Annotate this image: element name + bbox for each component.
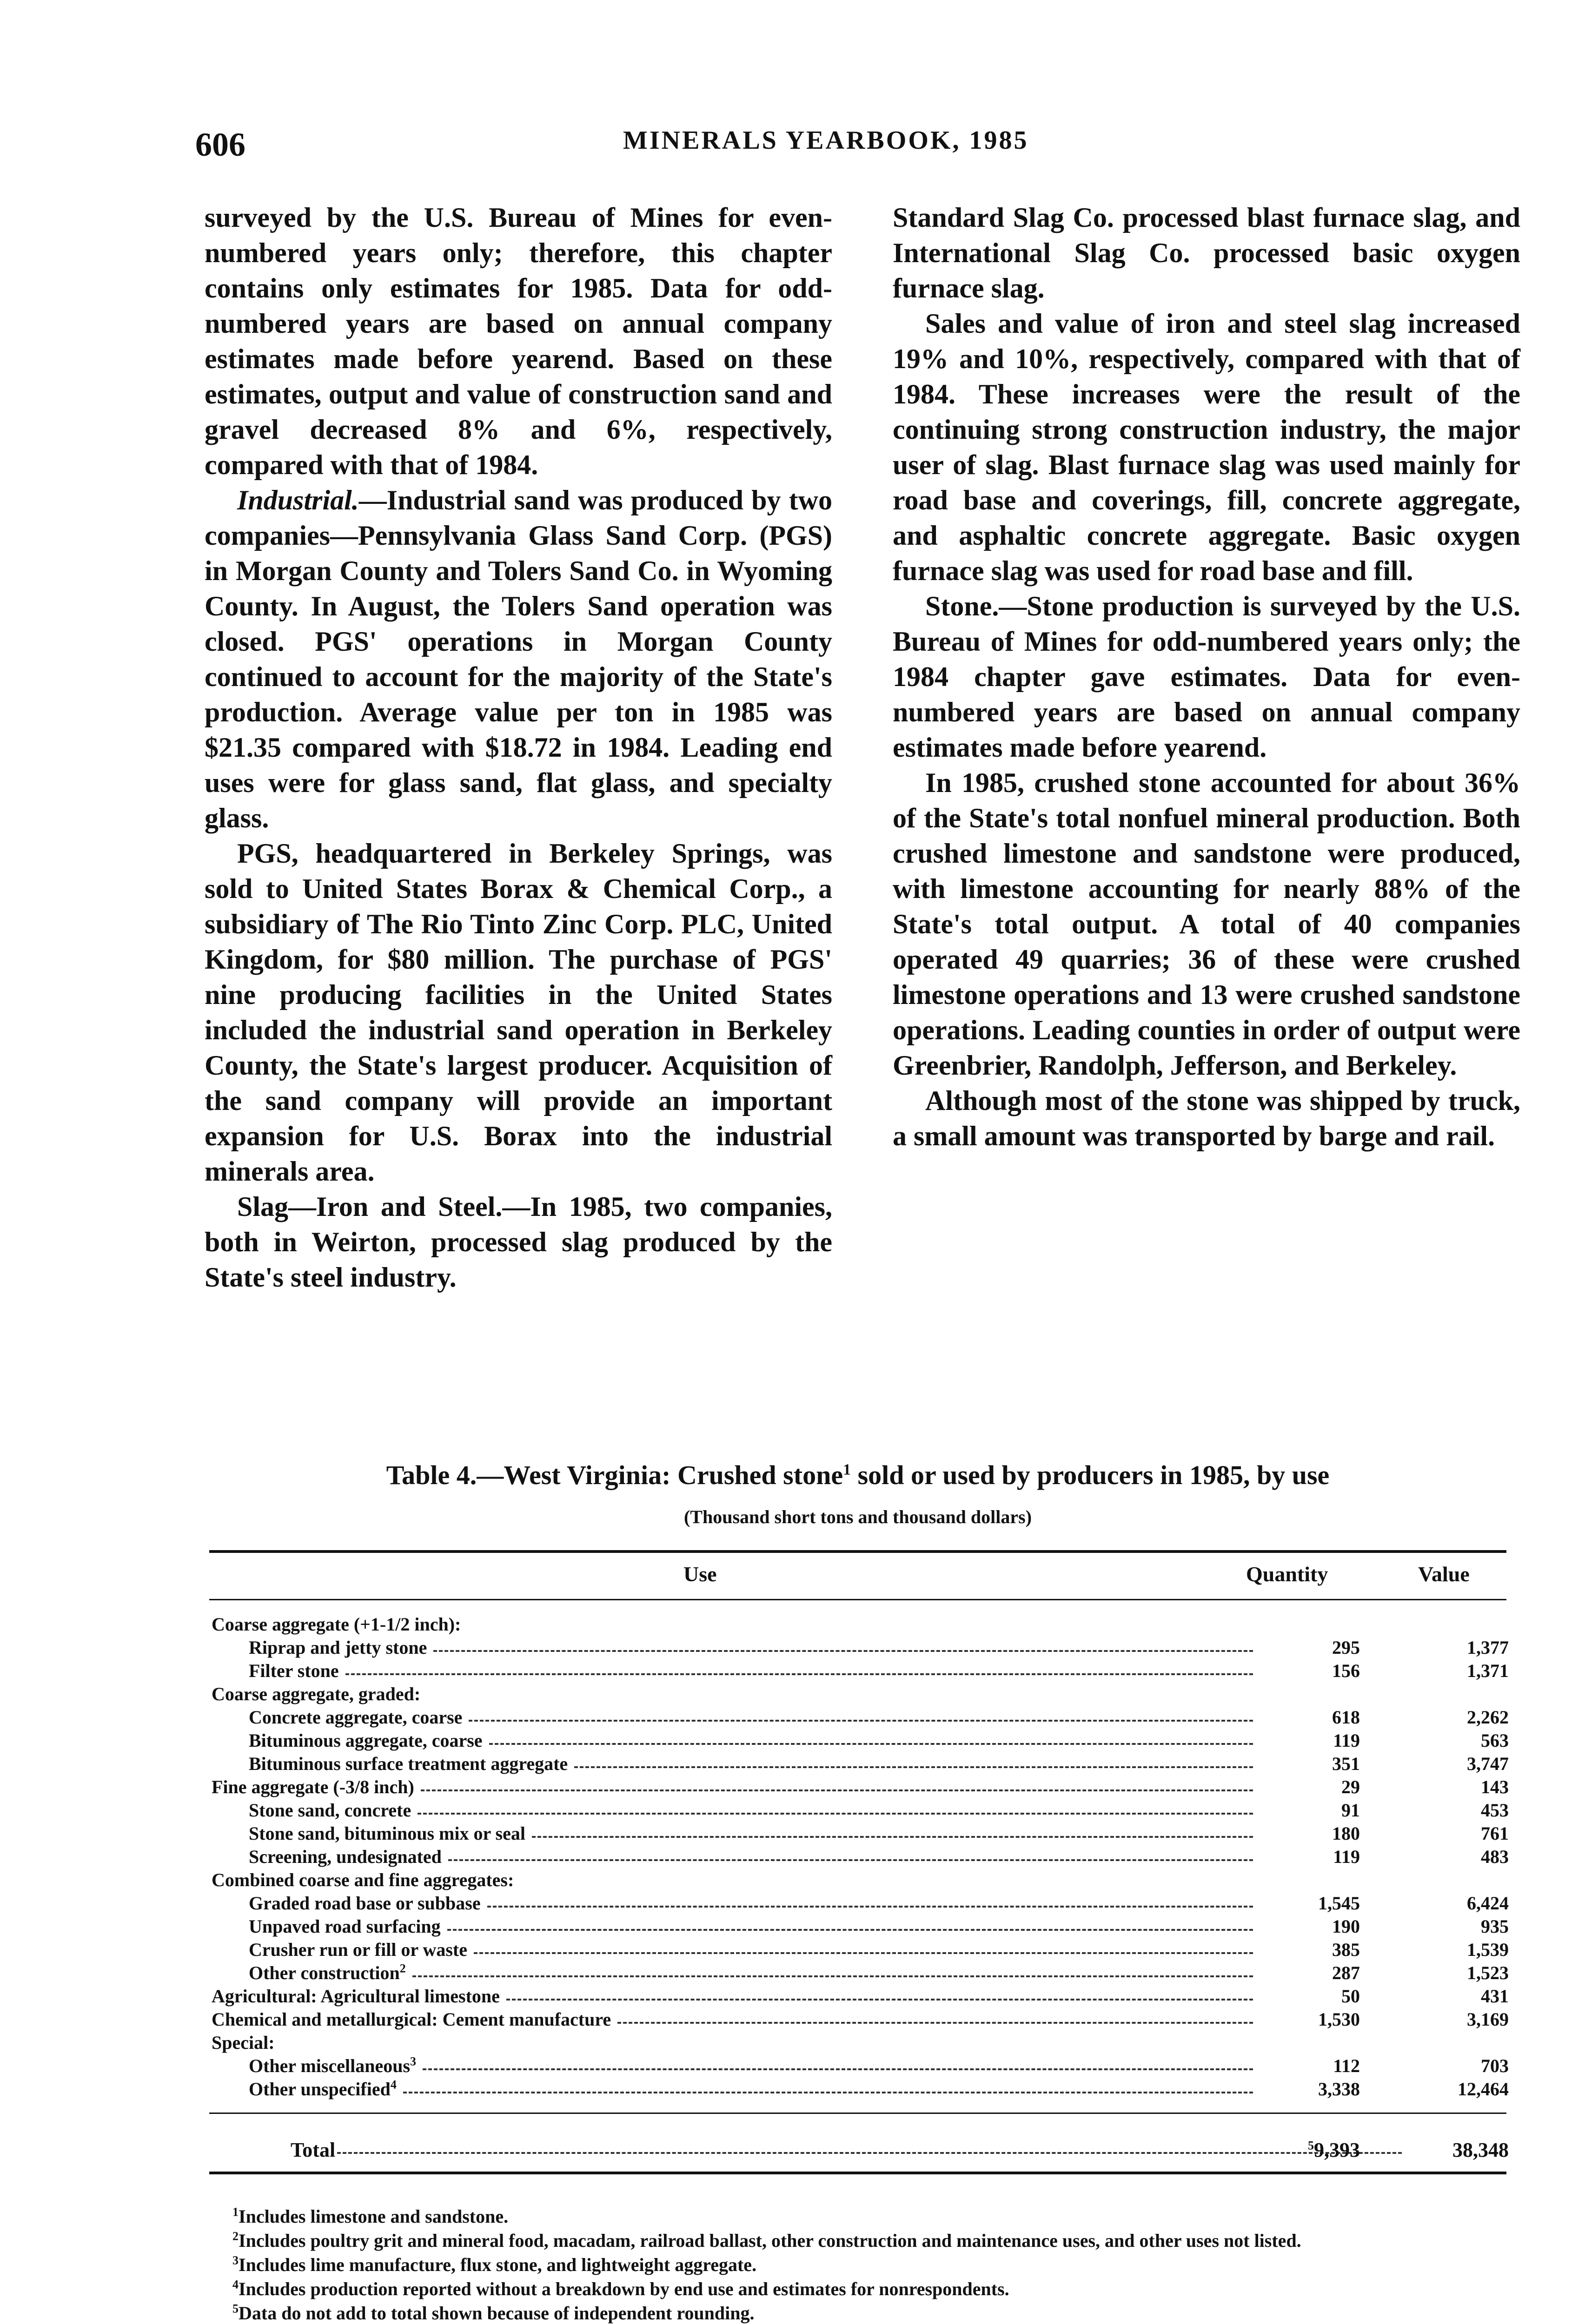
row-label-text: Fine aggregate (-3/8 inch) bbox=[212, 1776, 414, 1797]
footnote-text: Includes lime manufacture, flux stone, and lightweight aggregate. bbox=[239, 2254, 757, 2275]
footnote-mark: 3 bbox=[232, 2253, 239, 2267]
row-label-text: Riprap and jetty stone bbox=[249, 1637, 427, 1658]
row-value: 483 bbox=[1481, 1846, 1509, 1867]
table-row bbox=[212, 1613, 1509, 1636]
row-label-text: Bituminous surface treatment aggregate bbox=[249, 1753, 568, 1774]
row-label-text: Crusher run or fill or waste bbox=[249, 1939, 467, 1960]
table-row bbox=[212, 1845, 1509, 1868]
row-footnote-mark: 2 bbox=[399, 1961, 406, 1975]
row-value: 6,424 bbox=[1467, 1893, 1509, 1914]
row-quantity: 190 bbox=[1332, 1916, 1360, 1937]
column-header-value: Value bbox=[1418, 1562, 1470, 1586]
page-number: 606 bbox=[195, 126, 245, 163]
footnote bbox=[212, 2254, 1509, 2276]
table-top-rule bbox=[209, 1550, 1506, 1553]
table-row bbox=[212, 2031, 1509, 2054]
dot-leader bbox=[448, 1859, 1253, 1861]
total-label: Total bbox=[291, 2139, 336, 2161]
row-quantity: 180 bbox=[1332, 1823, 1360, 1844]
run-in-heading: Industrial. bbox=[237, 485, 359, 515]
dot-leader bbox=[433, 1650, 1253, 1652]
row-value: 761 bbox=[1481, 1823, 1509, 1844]
table-row bbox=[212, 1799, 1509, 1822]
table-row bbox=[212, 1752, 1509, 1776]
row-label-text: Filter stone bbox=[249, 1660, 339, 1681]
row-quantity: 295 bbox=[1332, 1637, 1360, 1658]
row-label bbox=[212, 2031, 275, 2054]
footnote-mark: 4 bbox=[232, 2278, 239, 2291]
paragraph: Stone.—Stone production is surveyed by the U.S. Bureau of Mines for odd-numbered years only; the 1984 chapter gave estimates. Data for even-numbered years are based on annual company estimates made before yearend. bbox=[893, 591, 1520, 763]
body-text bbox=[205, 200, 1520, 1295]
row-value: 2,262 bbox=[1467, 1707, 1509, 1728]
footnotes bbox=[212, 2205, 1509, 2324]
footnote-text: Includes limestone and sandstone. bbox=[239, 2206, 509, 2227]
row-quantity: 3,338 bbox=[1318, 2079, 1360, 2100]
row-label-text: Coarse aggregate (+1-1/2 inch): bbox=[212, 1614, 461, 1635]
dot-leader bbox=[403, 2092, 1253, 2093]
table-row bbox=[212, 2078, 1509, 2101]
dot-leader bbox=[447, 1929, 1253, 1931]
row-label-text: Special: bbox=[212, 2032, 275, 2053]
row-value: 703 bbox=[1481, 2055, 1509, 2076]
table-title-footnote-mark: 1 bbox=[843, 1461, 851, 1479]
row-label bbox=[249, 1659, 339, 1683]
footnote bbox=[212, 2302, 1509, 2324]
total-footnote-mark: 5 bbox=[1308, 2139, 1314, 2152]
dot-leader bbox=[345, 1673, 1253, 1675]
row-quantity: 112 bbox=[1333, 2055, 1360, 2076]
paragraph: Standard Slag Co. processed blast furnace slag, and International Slag Co. processed basic oxygen furnace slag. bbox=[893, 202, 1520, 304]
table-row bbox=[212, 1985, 1509, 2008]
row-label-text: Coarse aggregate, graded: bbox=[212, 1684, 421, 1704]
footnote bbox=[212, 2230, 1509, 2252]
table-body bbox=[212, 1613, 1509, 2101]
row-label bbox=[249, 1892, 481, 1915]
footnote-mark: 5 bbox=[232, 2302, 239, 2316]
table-row bbox=[212, 1729, 1509, 1752]
row-quantity: 50 bbox=[1341, 1986, 1360, 2007]
row-label-text: Unpaved road surfacing bbox=[249, 1916, 441, 1937]
table-row bbox=[212, 1961, 1509, 1985]
row-label bbox=[249, 1845, 442, 1868]
row-label bbox=[212, 1683, 420, 1706]
dot-leader bbox=[469, 1720, 1253, 1722]
row-quantity: 385 bbox=[1332, 1939, 1360, 1960]
row-quantity: 287 bbox=[1332, 1962, 1360, 1983]
dot-leader bbox=[617, 2022, 1253, 2024]
right-column bbox=[893, 200, 1520, 1295]
row-quantity: 29 bbox=[1341, 1776, 1360, 1797]
dot-leader bbox=[487, 1906, 1253, 1908]
paragraph: Sales and value of iron and steel slag increased 19% and 10%, respectively, compared with that of 1984. These increases were the result of the continuing strong construction industry, the major user of slag. Blast furnace slag was used mainly for road base and coverings, fill, concrete aggregate, and asphaltic concrete aggregate. Basic oxygen furnace slag was used for road base and fill. bbox=[893, 308, 1520, 586]
table-row bbox=[212, 1938, 1509, 1961]
row-label bbox=[212, 1613, 461, 1636]
row-quantity: 119 bbox=[1333, 1846, 1360, 1867]
row-value: 935 bbox=[1481, 1916, 1509, 1937]
table-row bbox=[212, 1822, 1509, 1845]
row-value: 1,539 bbox=[1467, 1939, 1509, 1960]
footnote bbox=[212, 2205, 1509, 2228]
row-label-text: Combined coarse and fine aggregates: bbox=[212, 1869, 514, 1890]
dot-leader bbox=[418, 1813, 1253, 1815]
page-header bbox=[195, 125, 1553, 167]
table-row bbox=[212, 1636, 1509, 1659]
dot-leader bbox=[474, 1952, 1253, 1954]
row-label bbox=[249, 1729, 483, 1752]
table-total-row bbox=[212, 2138, 1509, 2166]
table-title-main: Table 4.—West Virginia: Crushed stone bbox=[386, 1460, 843, 1490]
footnote-text: Includes poultry grit and mineral food, macadam, railroad ballast, other construction and maintenance uses, and other uses not listed. bbox=[239, 2230, 1301, 2251]
total-rule bbox=[209, 2113, 1506, 2114]
row-label bbox=[249, 2078, 397, 2101]
row-quantity: 91 bbox=[1341, 1800, 1360, 1821]
footnote bbox=[212, 2278, 1509, 2300]
row-label bbox=[249, 1961, 406, 1985]
column-header-use: Use bbox=[683, 1562, 717, 1586]
row-label bbox=[212, 2008, 611, 2031]
row-label bbox=[249, 1915, 441, 1938]
paragraph: surveyed by the U.S. Bureau of Mines for even-numbered years only; therefore, this chapter contains only estimates for 1985. Data for odd-numbered years are based on annual company estimates made before yearend. Based on these estimates, output and value of construction sand and gravel decreased 8% and 6%, respectively, compared with that of 1984. bbox=[205, 202, 832, 480]
row-value: 143 bbox=[1481, 1776, 1509, 1797]
table-row bbox=[212, 2008, 1509, 2031]
row-quantity: 351 bbox=[1332, 1753, 1360, 1774]
footnote-text: Data do not add to total shown because of independent rounding. bbox=[239, 2303, 755, 2324]
row-label bbox=[249, 1799, 411, 1822]
paragraph: In 1985, crushed stone accounted for about 36% of the State's total nonfuel mineral production. Both crushed limestone and sandstone were produced, with limestone accounting for nearly 88% of the State's total output. A total of 40 companies operated 49 quarries; 36 of these were crushed limestone operations and 13 were crushed sandstone operations. Leading counties in order of output were Greenbrier, Randolph, Jefferson, and Berkeley. bbox=[893, 767, 1520, 1081]
row-label-text: Chemical and metallurgical: Cement manufacture bbox=[212, 2009, 611, 2030]
row-footnote-mark: 3 bbox=[410, 2054, 417, 2068]
row-quantity: 1,530 bbox=[1318, 2009, 1360, 2030]
row-value: 3,747 bbox=[1467, 1753, 1509, 1774]
total-quantity-value: 9,393 bbox=[1314, 2139, 1360, 2161]
row-label-text: Concrete aggregate, coarse bbox=[249, 1707, 463, 1728]
table-bottom-rule bbox=[209, 2172, 1506, 2174]
row-label bbox=[212, 1776, 414, 1799]
table-row bbox=[212, 1868, 1509, 1892]
row-label-text: Other miscellaneous bbox=[249, 2055, 411, 2076]
row-label bbox=[249, 1636, 427, 1659]
row-value: 12,464 bbox=[1458, 2079, 1509, 2100]
row-label-text: Stone sand, concrete bbox=[249, 1800, 411, 1821]
footnote-text: Includes production reported without a breakdown by end use and estimates for nonrespondents. bbox=[239, 2278, 1009, 2299]
paragraph bbox=[205, 482, 832, 836]
row-label-text: Other construction bbox=[249, 1962, 400, 1983]
row-label bbox=[249, 1706, 462, 1729]
row-label-text: Screening, undesignated bbox=[249, 1846, 442, 1867]
row-label-text: Agricultural: Agricultural limestone bbox=[212, 1986, 500, 2007]
row-value: 453 bbox=[1481, 1800, 1509, 1821]
row-value: 563 bbox=[1481, 1730, 1509, 1751]
row-quantity: 1,545 bbox=[1318, 1893, 1360, 1914]
row-label bbox=[249, 2054, 416, 2078]
row-value: 3,169 bbox=[1467, 2009, 1509, 2030]
row-label-text: Other unspecified bbox=[249, 2079, 391, 2100]
table-title bbox=[195, 1459, 1520, 1491]
dot-leader bbox=[337, 2152, 1402, 2154]
row-value: 1,371 bbox=[1467, 1660, 1509, 1681]
footnote-mark: 2 bbox=[232, 2229, 239, 2243]
table-row bbox=[212, 1892, 1509, 1915]
row-quantity: 119 bbox=[1333, 1730, 1360, 1751]
table-title-rest: sold or used by producers in 1985, by use bbox=[851, 1460, 1330, 1490]
running-title: MINERALS YEARBOOK, 1985 bbox=[623, 126, 1029, 155]
row-label bbox=[212, 1868, 514, 1892]
footnote-mark: 1 bbox=[232, 2205, 239, 2219]
header-rule bbox=[209, 1599, 1506, 1600]
table-row bbox=[212, 2054, 1509, 2078]
dot-leader bbox=[423, 2068, 1253, 2070]
row-label bbox=[249, 1752, 568, 1776]
table-row bbox=[212, 1706, 1509, 1729]
row-value: 431 bbox=[1481, 1986, 1509, 2007]
dot-leader bbox=[489, 1743, 1253, 1745]
paragraph: PGS, headquartered in Berkeley Springs, was sold to United States Borax & Chemical Corp., a subsidiary of The Rio Tinto Zinc Corp. PLC, United Kingdom, for $80 million. The purchase of PGS' nine producing facilities in the United States included the industrial sand operation in Berkeley County, the State's largest producer. Acquisition of the sand company will provide an important expansion for U.S. Borax into the industrial minerals area. bbox=[205, 838, 832, 1187]
paragraph-text: —Industrial sand was produced by two companies—Pennsylvania Glass Sand Corp. (PGS) in Morgan County and Tolers Sand Co. in Wyoming County. In August, the Tolers Sand operation was closed. PGS' operations in Morgan County continued to account for the majority of the State's production. Average value per ton in 1985 was $21.35 compared with $18.72 in 1984. Leading end uses were for glass sand, flat glass, and specialty glass. bbox=[205, 485, 832, 833]
row-label-text: Graded road base or subbase bbox=[249, 1893, 481, 1914]
table-row bbox=[212, 1683, 1509, 1706]
dot-leader bbox=[574, 1766, 1253, 1768]
row-quantity: 156 bbox=[1332, 1660, 1360, 1681]
row-label bbox=[249, 1938, 467, 1961]
dot-leader bbox=[532, 1836, 1253, 1838]
dot-leader bbox=[421, 1789, 1253, 1791]
row-label bbox=[212, 1985, 500, 2008]
left-column bbox=[205, 200, 832, 1295]
row-label bbox=[249, 1822, 525, 1845]
column-header-quantity: Quantity bbox=[1246, 1562, 1328, 1586]
row-value: 1,377 bbox=[1467, 1637, 1509, 1658]
table-subtitle: (Thousand short tons and thousand dollars) bbox=[683, 1506, 1032, 1527]
row-label-text: Stone sand, bituminous mix or seal bbox=[249, 1823, 525, 1844]
table-row bbox=[212, 1659, 1509, 1683]
row-label-text: Bituminous aggregate, coarse bbox=[249, 1730, 483, 1751]
dot-leader bbox=[506, 1999, 1253, 2000]
total-quantity bbox=[1308, 2138, 1360, 2162]
dot-leader bbox=[412, 1975, 1253, 1977]
row-quantity: 618 bbox=[1332, 1707, 1360, 1728]
paragraph: Although most of the stone was shipped by truck, a small amount was transported by barge and rail. bbox=[893, 1085, 1520, 1151]
table-row bbox=[212, 1776, 1509, 1799]
row-footnote-mark: 4 bbox=[390, 2078, 397, 2092]
row-value: 1,523 bbox=[1467, 1962, 1509, 1983]
table-row bbox=[212, 1915, 1509, 1938]
paragraph: Slag—Iron and Steel.—In 1985, two companies, both in Weirton, processed slag produced by the State's steel industry. bbox=[205, 1191, 832, 1293]
total-value: 38,348 bbox=[1452, 2139, 1509, 2161]
